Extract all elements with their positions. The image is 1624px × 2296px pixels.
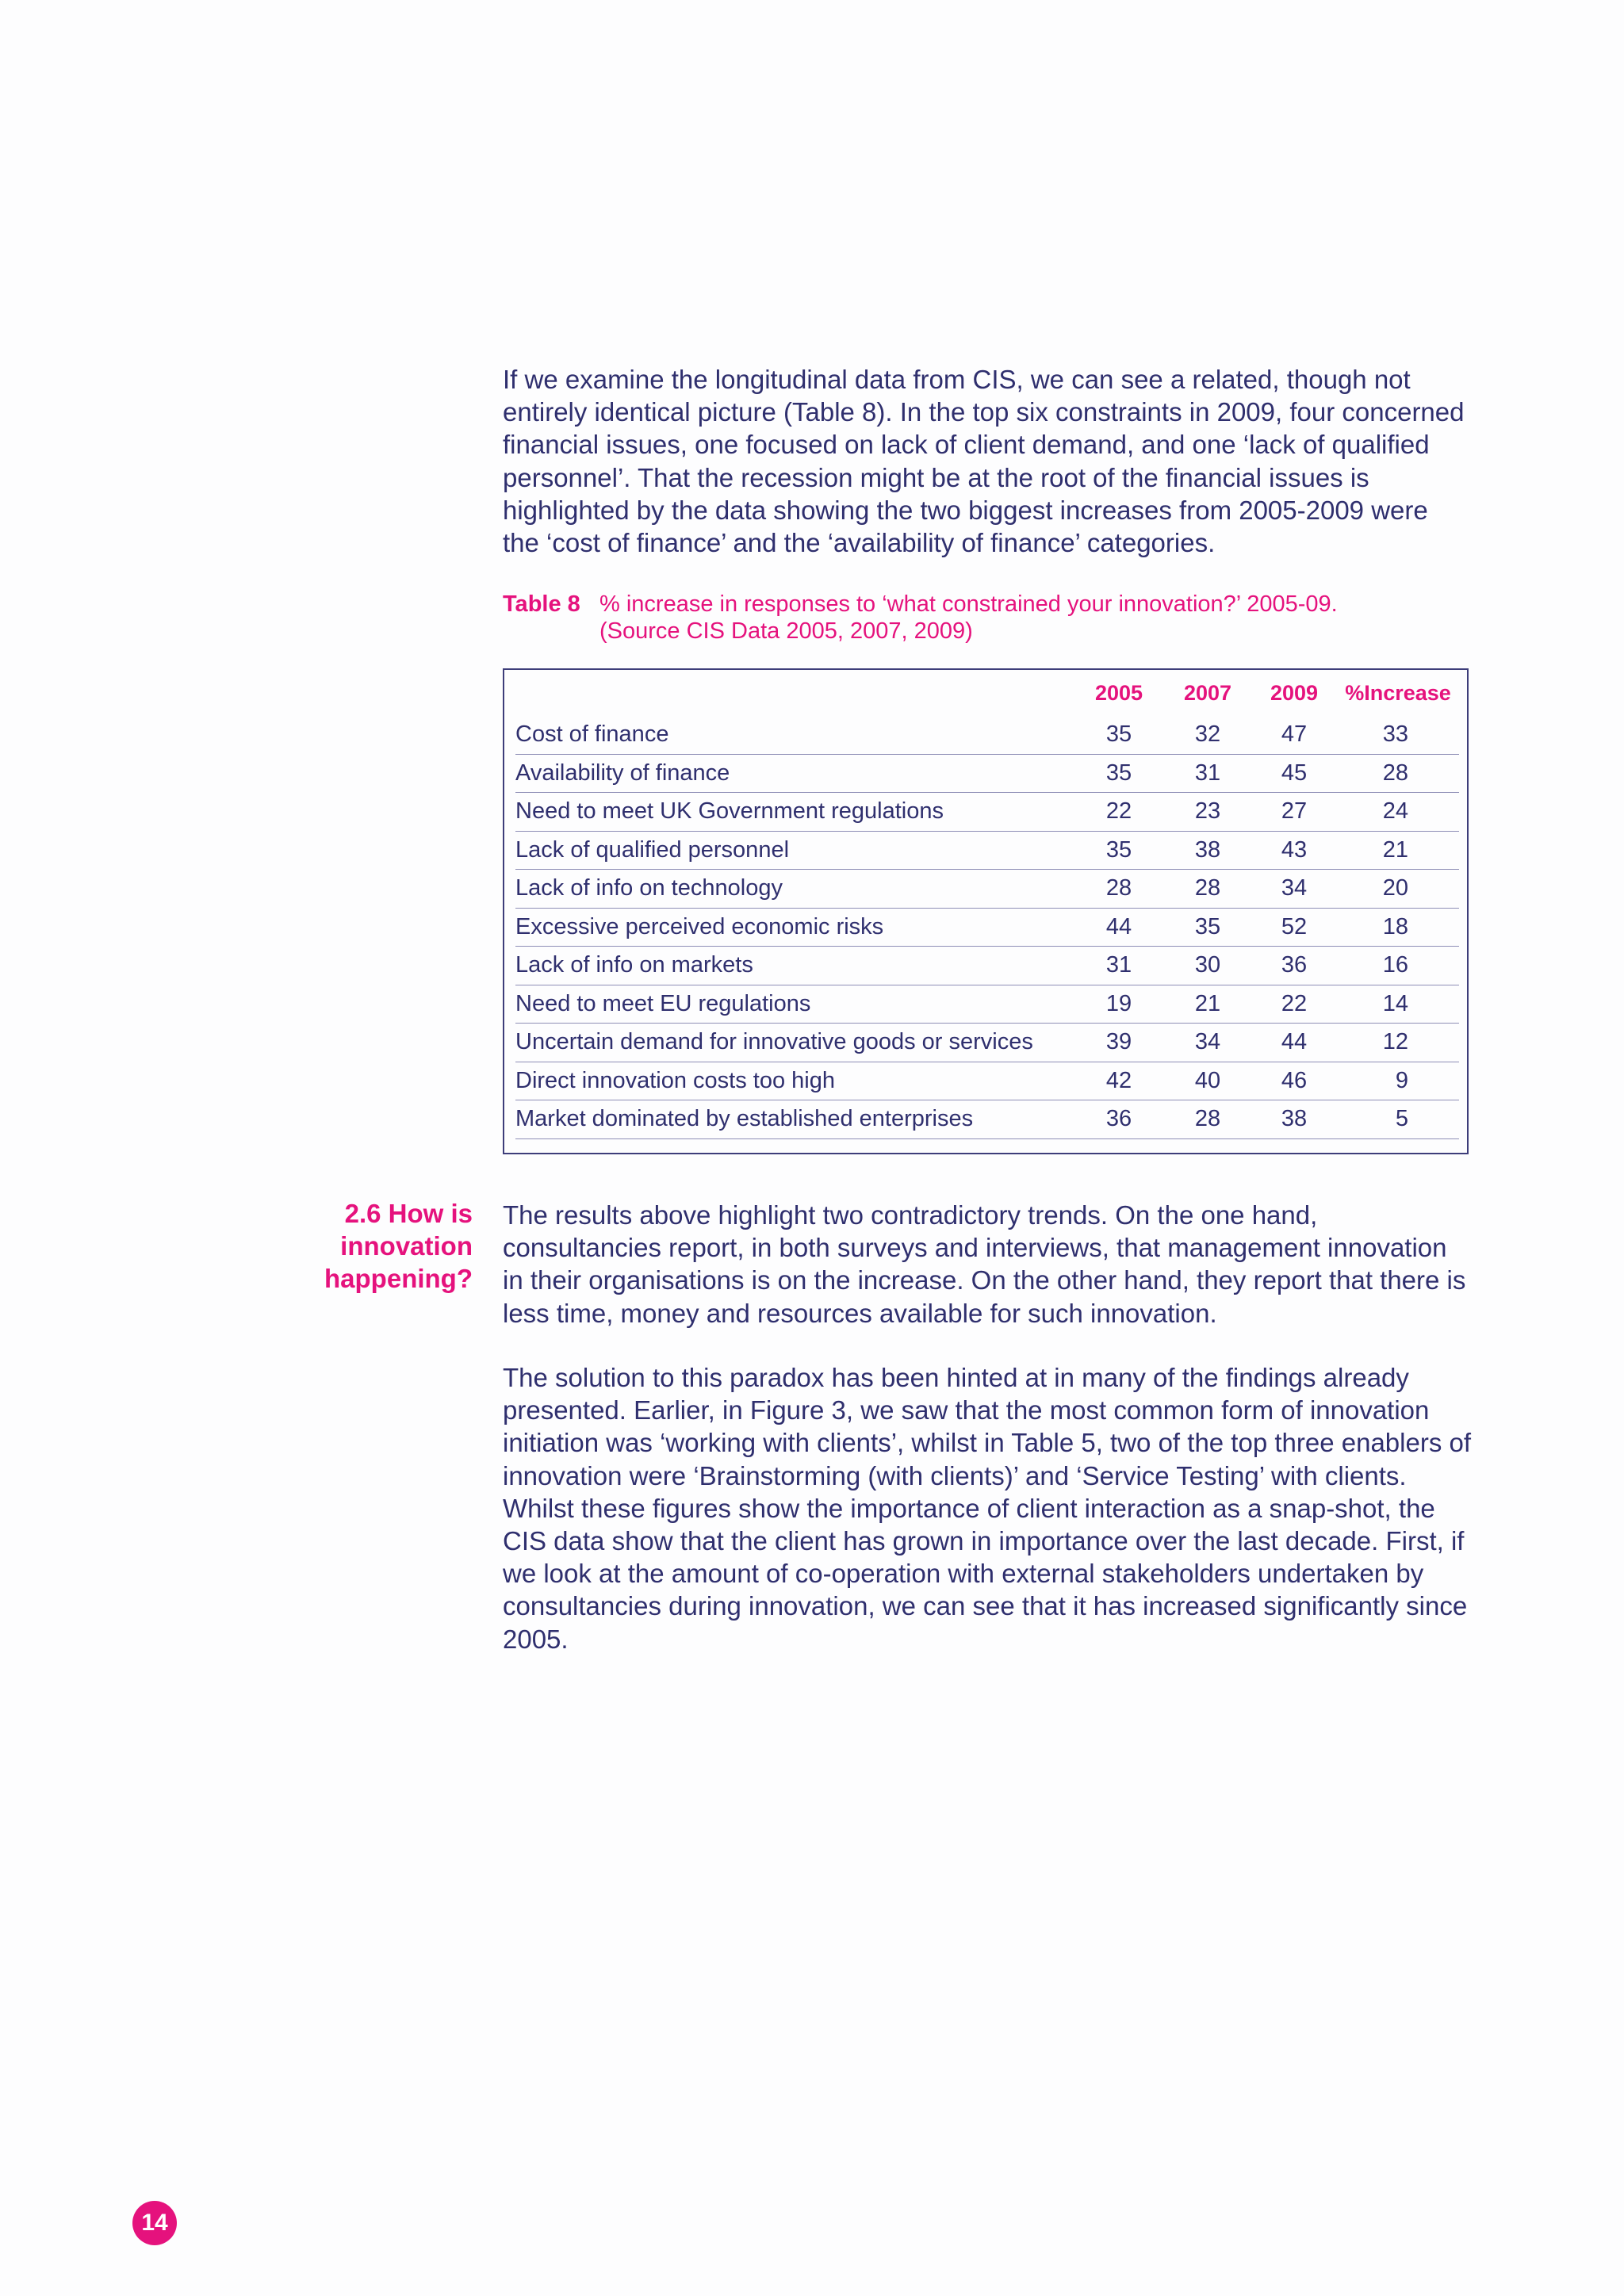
row-value: 39 (1074, 1024, 1164, 1062)
table-body (515, 716, 1459, 1138)
row-value: 19 (1074, 985, 1164, 1024)
row-label: Market dominated by established enterprises (515, 1100, 1074, 1139)
table-row (515, 1100, 1459, 1139)
row-value: 52 (1251, 908, 1337, 947)
row-value: 42 (1074, 1062, 1164, 1100)
intro-paragraph: If we examine the longitudinal data from CIS, we can see a related, though not entirely identical picture (Table 8). In the top six constraints in 2009, four concerned financial issues, one focused on lack of client demand, and one ‘lack of qualified personnel’. That the recession might be at the root of the financial issues is highlighted by the data showing the two biggest increases from 2005-2009 were the ‘cost of finance’ and the ‘availability of finance’ categories. (503, 365, 1465, 558)
row-label: Lack of info on markets (515, 947, 1074, 985)
row-value: 44 (1251, 1024, 1337, 1062)
table-row (515, 1062, 1459, 1100)
section-paragraph-2: The solution to this paradox has been hinted at in many of the findings already presented. Earlier, in Figure 3, we saw that the most common form of innovation initiation was ‘working with clients’, whilst in Table 5, two of the top three enablers of innovation were ‘Brainstorming (with clients)’ and ‘Service Testing’ with clients. Whilst these figures show the importance of client interaction as a snap-shot, the CIS data show that the client has grown in importance over the last decade. First, if we look at the amount of co-operation with external stakeholders undertaken by consultancies during innovation, we can see that it has increased significantly since 2005. (503, 1363, 1472, 1654)
row-label: Lack of info on technology (515, 870, 1074, 909)
table-caption-label: Table 8 (503, 591, 580, 617)
row-value: 45 (1251, 754, 1337, 793)
row-value: 24 (1337, 793, 1459, 832)
row-label: Excessive perceived economic risks (515, 908, 1074, 947)
table-row (515, 754, 1459, 793)
table-row (515, 793, 1459, 832)
row-value: 32 (1164, 716, 1251, 754)
row-value: 47 (1251, 716, 1337, 754)
row-value: 36 (1074, 1100, 1164, 1139)
row-value: 35 (1074, 754, 1164, 793)
row-value: 28 (1074, 870, 1164, 909)
row-value: 16 (1337, 947, 1459, 985)
row-value: 22 (1251, 985, 1337, 1024)
constraints-table (515, 670, 1459, 1139)
row-value: 35 (1164, 908, 1251, 947)
row-value: 31 (1074, 947, 1164, 985)
row-value: 35 (1074, 716, 1164, 754)
header-cell-2005: 2005 (1094, 680, 1143, 705)
row-value: 9 (1337, 1062, 1459, 1100)
row-value: 5 (1337, 1100, 1459, 1139)
table-caption-title: % increase in responses to ‘what constrained your innovation?’ 2005-09. (599, 591, 1338, 617)
row-value: 23 (1164, 793, 1251, 832)
header-cell-2009: 2009 (1270, 680, 1319, 705)
section-heading-line: innovation (340, 1231, 473, 1261)
table-row (515, 716, 1459, 754)
row-label: Cost of finance (515, 716, 1074, 754)
table-row (515, 831, 1459, 870)
row-value: 28 (1164, 870, 1251, 909)
row-value: 38 (1164, 831, 1251, 870)
row-label: Need to meet EU regulations (515, 985, 1074, 1024)
row-value: 31 (1164, 754, 1251, 793)
table-caption-source: (Source CIS Data 2005, 2007, 2009) (599, 618, 973, 644)
row-value: 20 (1337, 870, 1459, 909)
row-value: 22 (1074, 793, 1164, 832)
row-value: 12 (1337, 1024, 1459, 1062)
table-caption (503, 591, 1486, 645)
row-value: 27 (1251, 793, 1337, 832)
row-value: 38 (1251, 1100, 1337, 1139)
section-heading (238, 1197, 473, 1295)
row-label: Need to meet UK Government regulations (515, 793, 1074, 832)
row-value: 28 (1337, 754, 1459, 793)
page-number-badge: 14 (132, 2201, 177, 2245)
header-cell--increase: %Increase (1345, 680, 1451, 705)
row-value: 34 (1164, 1024, 1251, 1062)
table-row (515, 947, 1459, 985)
row-value: 14 (1337, 985, 1459, 1024)
table-row (515, 870, 1459, 909)
row-value: 30 (1164, 947, 1251, 985)
row-value: 33 (1337, 716, 1459, 754)
section-heading-line: 2.6 How is (344, 1199, 473, 1228)
section-heading-line: happening? (324, 1264, 473, 1294)
row-value: 28 (1164, 1100, 1251, 1139)
row-value: 44 (1074, 908, 1164, 947)
table-row (515, 985, 1459, 1024)
table-header-row (515, 670, 1459, 716)
table-row (515, 908, 1459, 947)
table-row (515, 1024, 1459, 1062)
row-value: 21 (1164, 985, 1251, 1024)
row-label: Availability of finance (515, 754, 1074, 793)
header-cell-2007: 2007 (1183, 680, 1232, 705)
row-value: 18 (1337, 908, 1459, 947)
header-cell-label (515, 670, 1074, 716)
row-value: 43 (1251, 831, 1337, 870)
section-paragraph-1: The results above highlight two contradictory trends. On the one hand, consultancies report, in both surveys and interviews, that management innovation in their organisations is on the increase. On the other hand, they report that there is less time, money and resources available for such innovation. (503, 1200, 1466, 1328)
row-label: Direct innovation costs too high (515, 1062, 1074, 1100)
row-label: Uncertain demand for innovative goods or services (515, 1024, 1074, 1062)
row-value: 21 (1337, 831, 1459, 870)
row-value: 35 (1074, 831, 1164, 870)
row-value: 46 (1251, 1062, 1337, 1100)
row-label: Lack of qualified personnel (515, 831, 1074, 870)
row-value: 36 (1251, 947, 1337, 985)
row-value: 34 (1251, 870, 1337, 909)
table-8-frame (503, 668, 1469, 1154)
row-value: 40 (1164, 1062, 1251, 1100)
